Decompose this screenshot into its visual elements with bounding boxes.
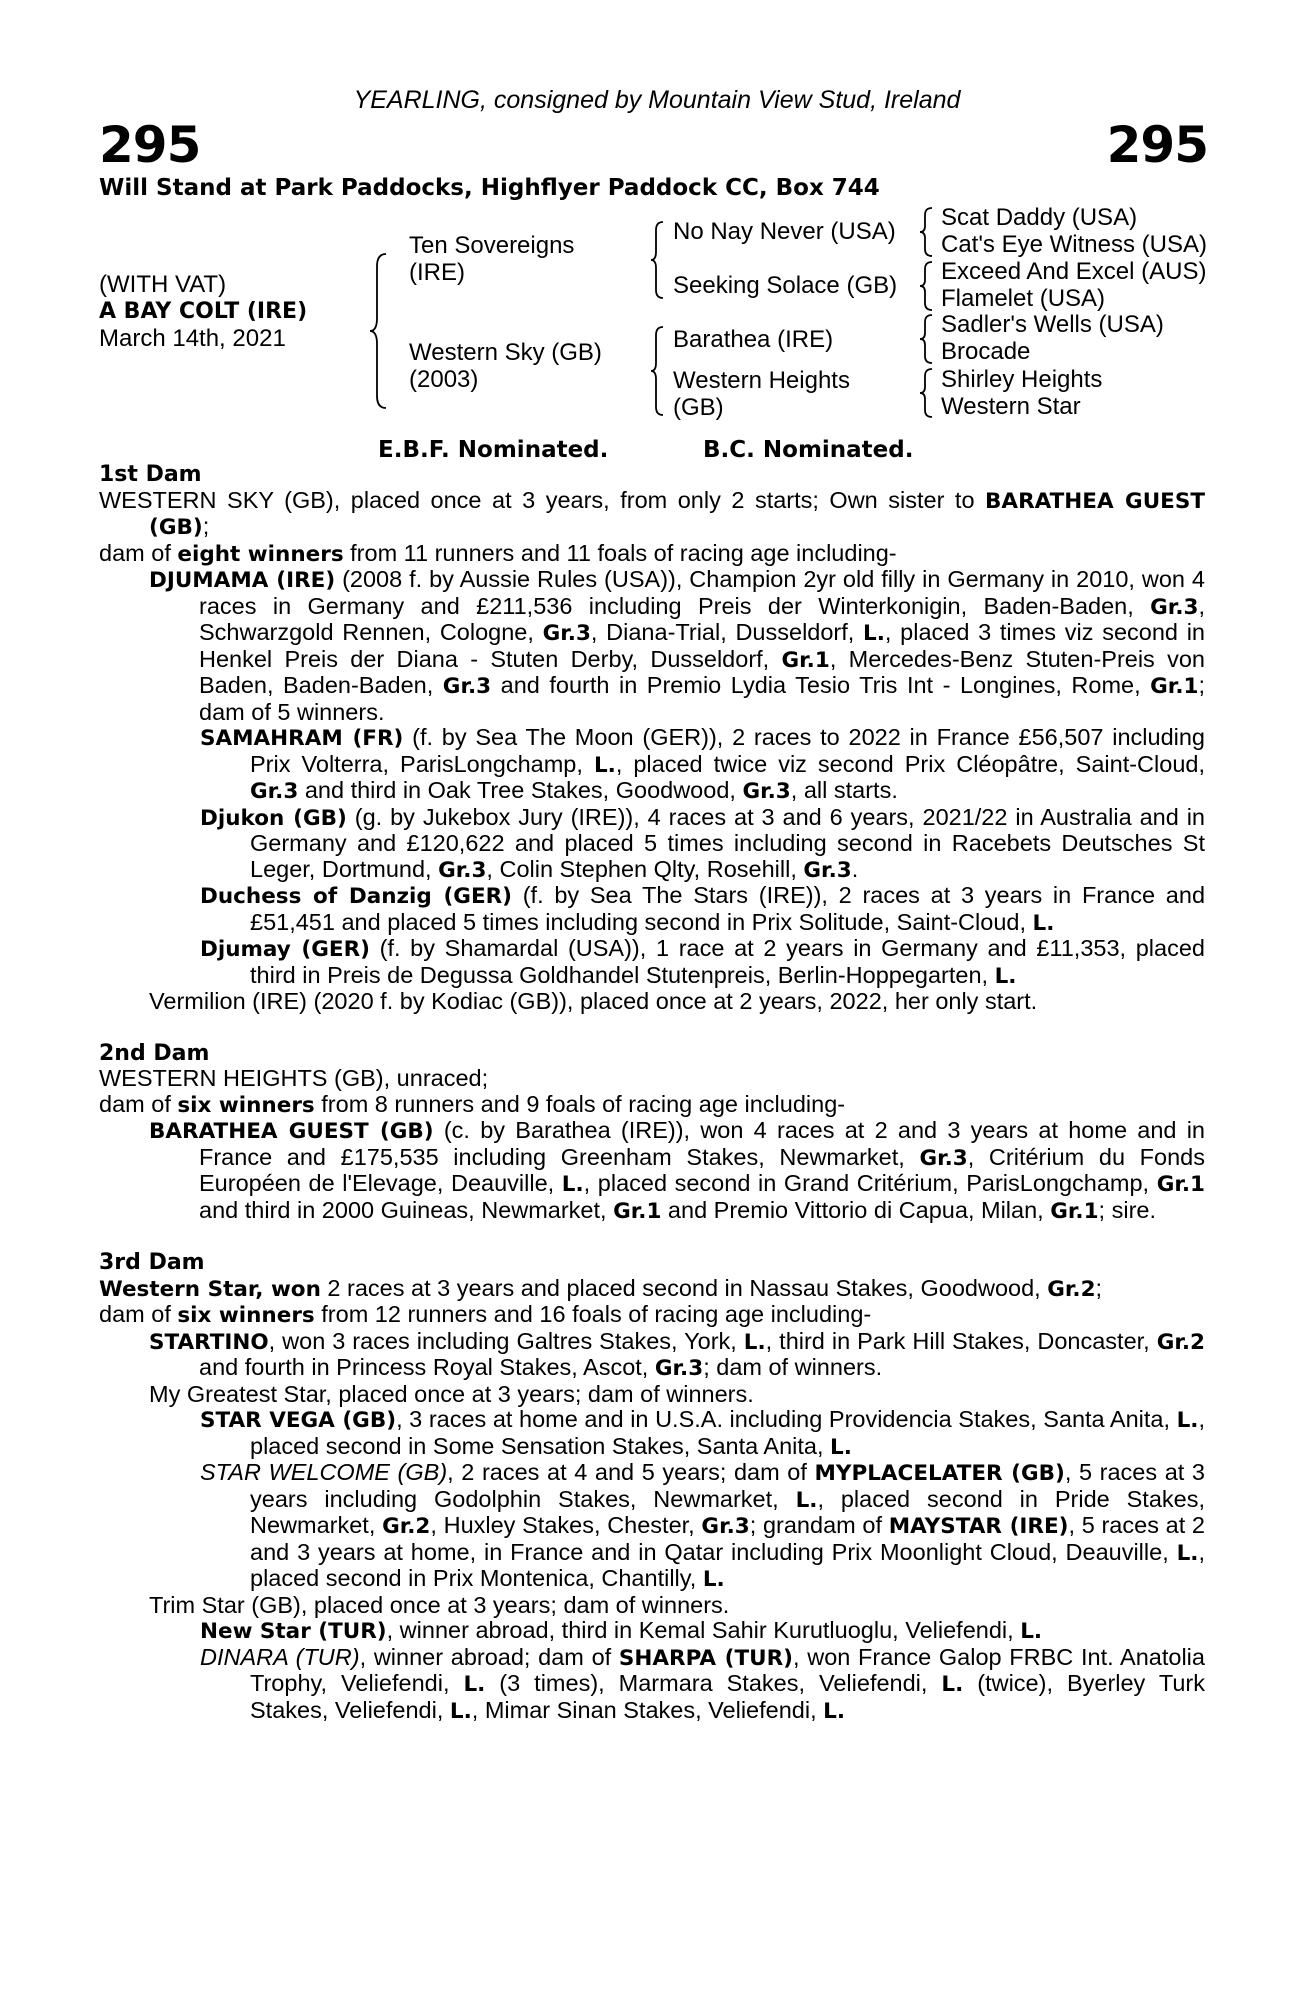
dam-dam-line1: Western Heights — [673, 367, 850, 394]
entry-barathea-guest: BARATHEA GUEST (GB) (c. by Barathea (IRE)), won 4 races at 2 and 3 years at home and in France and £175,535 including Greenham Stakes, Newmarket, Gr.3, Critérium du Fonds Européen de l'Elevage, Deauville, L., placed second in Grand Critérium, ParisLongchamp, Gr.1 and third in 2000 Guineas, Newmarket, Gr.1 and Premio Vittorio di Capua, Milan, Gr.1; sire. — [149, 1117, 1206, 1224]
brace-sire — [649, 220, 665, 300]
second-dam-produce-summary: dam of six winners from 8 runners and 9 foals of racing age including- — [99, 1090, 846, 1118]
dam-sire: Barathea (IRE) — [673, 326, 834, 353]
second-dam-intro: WESTERN HEIGHTS (GB), unraced; — [99, 1065, 489, 1091]
brace-dam — [649, 325, 665, 417]
subject-foaled: March 14th, 2021 — [99, 325, 286, 352]
entry-djukon: Djukon (GB) (g. by Jukebox Jury (IRE)), 4 races at 3 and 6 years, 2021/22 in Australia and in Germany and £120,622 and placed 5 times including second in Racebets Deutsches St Leger, Dortmund, Gr.3, Colin Stephen Qlty, Rosehill, Gr.3. — [200, 803, 1205, 883]
entry-star-welcome: STAR WELCOME (GB), 2 races at 4 and 5 years; dam of MYPLACELATER (GB), 5 races at 3 years including Godolphin Stakes, Newmarket, L., placed second in Pride Stakes, Newmarket, Gr.2, Huxley Stakes, Chester, Gr.3; grandam of MAYSTAR (IRE), 5 races at 2 and 3 years at home, in France and in Qatar including Prix Moonlight Cloud, Deauville, L., placed second in Prix Montenica, Chantilly, L. — [200, 1459, 1206, 1592]
sire-dam: Seeking Solace (GB) — [673, 272, 898, 299]
sd-dam: Flamelet (USA) — [941, 285, 1106, 312]
entry-star-vega: STAR VEGA (GB), 3 races at home and in U.S.A. including Providencia Stakes, Santa Anita, L., placed second in Some Sensation Stakes, Santa Anita, L. — [200, 1406, 1205, 1460]
third-dam-heading: 3rd Dam — [99, 1250, 205, 1275]
first-dam-produce-summary: dam of eight winners from 11 runners and 11 foals of racing age including- — [99, 539, 897, 567]
sire-name-line2: (IRE) — [409, 259, 465, 286]
dd-dam: Western Star — [941, 393, 1081, 420]
brace-ss — [918, 206, 934, 258]
brace-ds — [918, 313, 934, 365]
subject-name: A BAY COLT (IRE) — [99, 299, 308, 324]
sd-sire: Exceed And Excel (AUS) — [941, 258, 1207, 285]
entry-duchess-of-danzig: Duchess of Danzig (GER) (f. by Sea The Stars (IRE)), 2 races at 3 years in France and £51,451 and placed 5 times including second in Prix Solitude, Saint-Cloud, L. — [200, 882, 1206, 936]
lot-number-right: 295 — [1106, 116, 1208, 174]
ds-dam: Brocade — [941, 338, 1031, 365]
second-dam-heading: 2nd Dam — [99, 1040, 210, 1066]
vat-note: (WITH VAT) — [99, 271, 227, 298]
ebf-nomination: E.B.F. Nominated. — [378, 437, 609, 463]
entry-samahram: SAMAHRAM (FR) (f. by Sea The Moon (GER)), 2 races to 2022 in France £56,507 including Prix Volterra, ParisLongchamp, L., placed twice viz second Prix Cléopâtre, Saint-Cloud, Gr.3 and third in Oak Tree Stakes, Goodwood, Gr.3, all starts. — [200, 724, 1205, 804]
dam-dam-line2: (GB) — [673, 394, 724, 421]
entry-djumay: Djumay (GER) (f. by Shamardal (USA)), 1 race at 2 years in Germany and £11,353, placed third in Preis de Degussa Goldhandel Stutenpreis, Berlin-Hoppegarten, L. — [200, 935, 1205, 989]
entry-vermilion: Vermilion (IRE) (2020 f. by Kodiac (GB)), placed once at 2 years, 2022, her only start. — [149, 988, 1038, 1014]
third-dam-intro: Western Star, won 2 races at 3 years and placed second in Nassau Stakes, Goodwood, Gr.2; — [99, 1274, 1103, 1302]
entry-new-star: New Star (TUR), winner abroad, third in Kemal Sahir Kurutluoglu, Veliefendi, L. — [200, 1617, 1043, 1644]
stand-location: Will Stand at Park Paddocks, Highflyer Paddock CC, Box 744 — [99, 175, 880, 201]
lot-number-left: 295 — [99, 116, 201, 174]
first-dam-heading: 1st Dam — [99, 462, 202, 487]
entry-startino: STARTINO, won 3 races including Galtres Stakes, York, L., third in Park Hill Stakes, Doncaster, Gr.2 and fourth in Princess Royal Stakes, Ascot, Gr.3; dam of winners. — [149, 1327, 1205, 1381]
ss-sire: Scat Daddy (USA) — [941, 204, 1138, 231]
entry-dinara: DINARA (TUR), winner abroad; dam of SHARPA (TUR), won France Galop FRBC Int. Anatolia Trophy, Veliefendi, L. (3 times), Marmara Stakes, Veliefendi, L. (twice), Byerley Turk Stakes, Veliefendi, L., Mimar Sinan Stakes, Veliefendi, L. — [200, 1643, 1205, 1724]
consignor-line: YEARLING, consigned by Mountain View Stud, Ireland — [353, 86, 961, 114]
brace-dd — [918, 367, 934, 419]
first-dam-intro: WESTERN SKY (GB), placed once at 3 years, from only 2 starts; Own sister to BARATHEA GUEST (GB); — [99, 486, 1205, 540]
sire-name-line1: Ten Sovereigns — [409, 232, 575, 259]
entry-trim-star: Trim Star (GB), placed once at 3 years; dam of winners. — [149, 1591, 730, 1618]
brace-sd — [918, 260, 934, 312]
ds-sire: Sadler's Wells (USA) — [941, 311, 1164, 338]
bc-nomination: B.C. Nominated. — [703, 437, 914, 463]
dam-name-line1: Western Sky (GB) — [409, 339, 602, 366]
third-dam-produce-summary: dam of six winners from 12 runners and 16 foals of racing age including- — [99, 1301, 872, 1328]
entry-djumama: DJUMAMA (IRE) (2008 f. by Aussie Rules (USA)), Champion 2yr old filly in Germany in 2010, won 4 races in Germany and £211,536 including Preis der Winterkonigin, Baden-Baden, Gr.3, Schwarzgold Rennen, Cologne, Gr.3, Diana-Trial, Dusseldorf, L., placed 3 times viz second in Henkel Preis der Diana - Stuten Derby, Dusseldorf, Gr.1, Mercedes-Benz Stuten-Preis von Baden, Baden-Baden, Gr.3 and fourth in Premio Lydia Tesio Tris Int - Longines, Rome, Gr.1; dam of 5 winners. — [149, 566, 1205, 725]
sire-sire: No Nay Never (USA) — [673, 218, 896, 245]
dd-sire: Shirley Heights — [941, 366, 1103, 393]
ss-dam: Cat's Eye Witness (USA) — [941, 231, 1207, 258]
first-dam-section — [99, 461, 1205, 1724]
entry-my-greatest-star: My Greatest Star, placed once at 3 years; dam of winners. — [149, 1380, 754, 1407]
dam-name-line2: (2003) — [409, 366, 479, 393]
brace-subject — [368, 252, 388, 410]
